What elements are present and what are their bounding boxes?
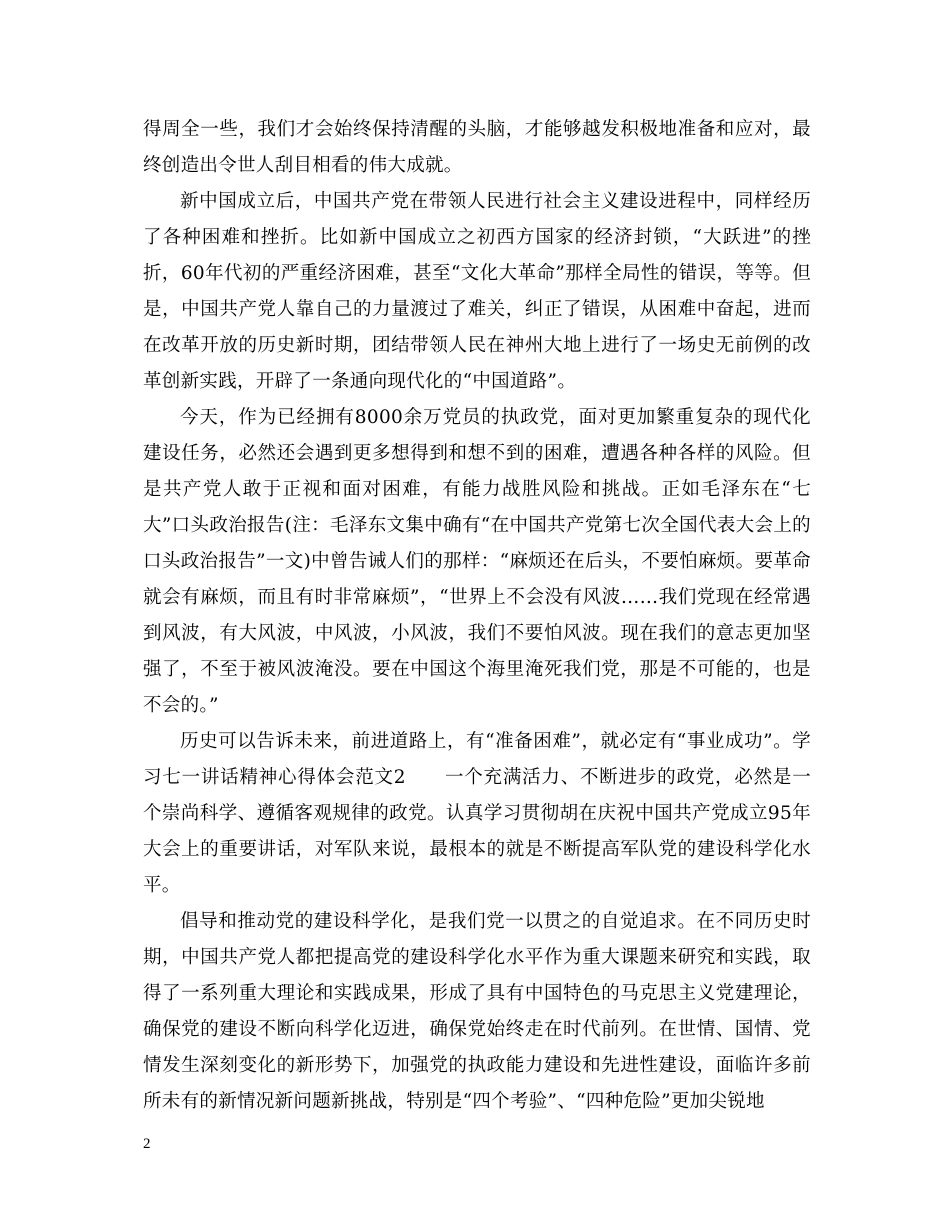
paragraph-1: 得周全一些，我们才会始终保持清醒的头脑，才能够越发积极地准备和应对，最终创造出令世人刮目相看的伟大成就。 — [143, 119, 811, 176]
page-number: 2 — [143, 1136, 151, 1152]
paragraph-4: 历史可以告诉未来，前进道路上，有“准备困难”，就必定有“事业成功”。学习七一讲话精神心得体会范文2 一个充满活力、不断进步的政党，必然是一个崇尚科学、遵循客观规律的政党。认真学习贯彻胡在庆祝中国共产党成立95年大会上的重要讲话，对军队来说，最根本的就是不断提高军队党的建设科学化水平。 — [143, 731, 811, 896]
document-body — [143, 112, 811, 1120]
paragraph-5: 倡导和推动党的建设科学化，是我们党一以贯之的自觉追求。在不同历史时期，中国共产党人都把提高党的建设科学化水平作为重大课题来研究和实践，取得了一系列重大理论和实践成果，形成了具有中国特色的马克思主义党建理论，确保党的建设不断向科学化迈进，确保党始终走在时代前列。在世情、国情、党情发生深刻变化的新形势下，加强党的执政能力建设和先进性建设，面临许多前所未有的新情况新问题新挑战，特别是“四个考验”、“四种危险”更加尖锐地 — [143, 911, 811, 1112]
paragraph-3: 今天，作为已经拥有8000余万党员的执政党，面对更加繁重复杂的现代化建设任务，必然还会遇到更多想得到和想不到的困难，遭遇各种各样的风险。但是共产党人敢于正视和面对困难，有能力战胜风险和挑战。正如毛泽东在“七大”口头政治报告(注：毛泽东文集中确有“在中国共产党第七次全国代表大会上的口头政治报告”一文)中曾告诫人们的那样：“麻烦还在后头，不要怕麻烦。要革命就会有麻烦，而且有时非常麻烦”，“世界上不会没有风波……我们党现在经常遇到风波，有大风波，中风波，小风波，我们不要怕风波。现在我们的意志更加坚强了，不至于被风波淹没。要在中国这个海里淹死我们党，那是不可能的，也是不会的。” — [143, 407, 811, 716]
paragraph-2: 新中国成立后，中国共产党在带领人民进行社会主义建设进程中，同样经历了各种困难和挫折。比如新中国成立之初西方国家的经济封锁，“大跃进”的挫折，60年代初的严重经济困难，甚至“文化大革命”那样全局性的错误，等等。但是，中国共产党人靠自己的力量渡过了难关，纠正了错误，从困难中奋起，进而在改革开放的历史新时期，团结带领人民在神州大地上进行了一场史无前例的改革创新实践，开辟了一条通向现代化的“中国道路”。 — [143, 191, 811, 392]
